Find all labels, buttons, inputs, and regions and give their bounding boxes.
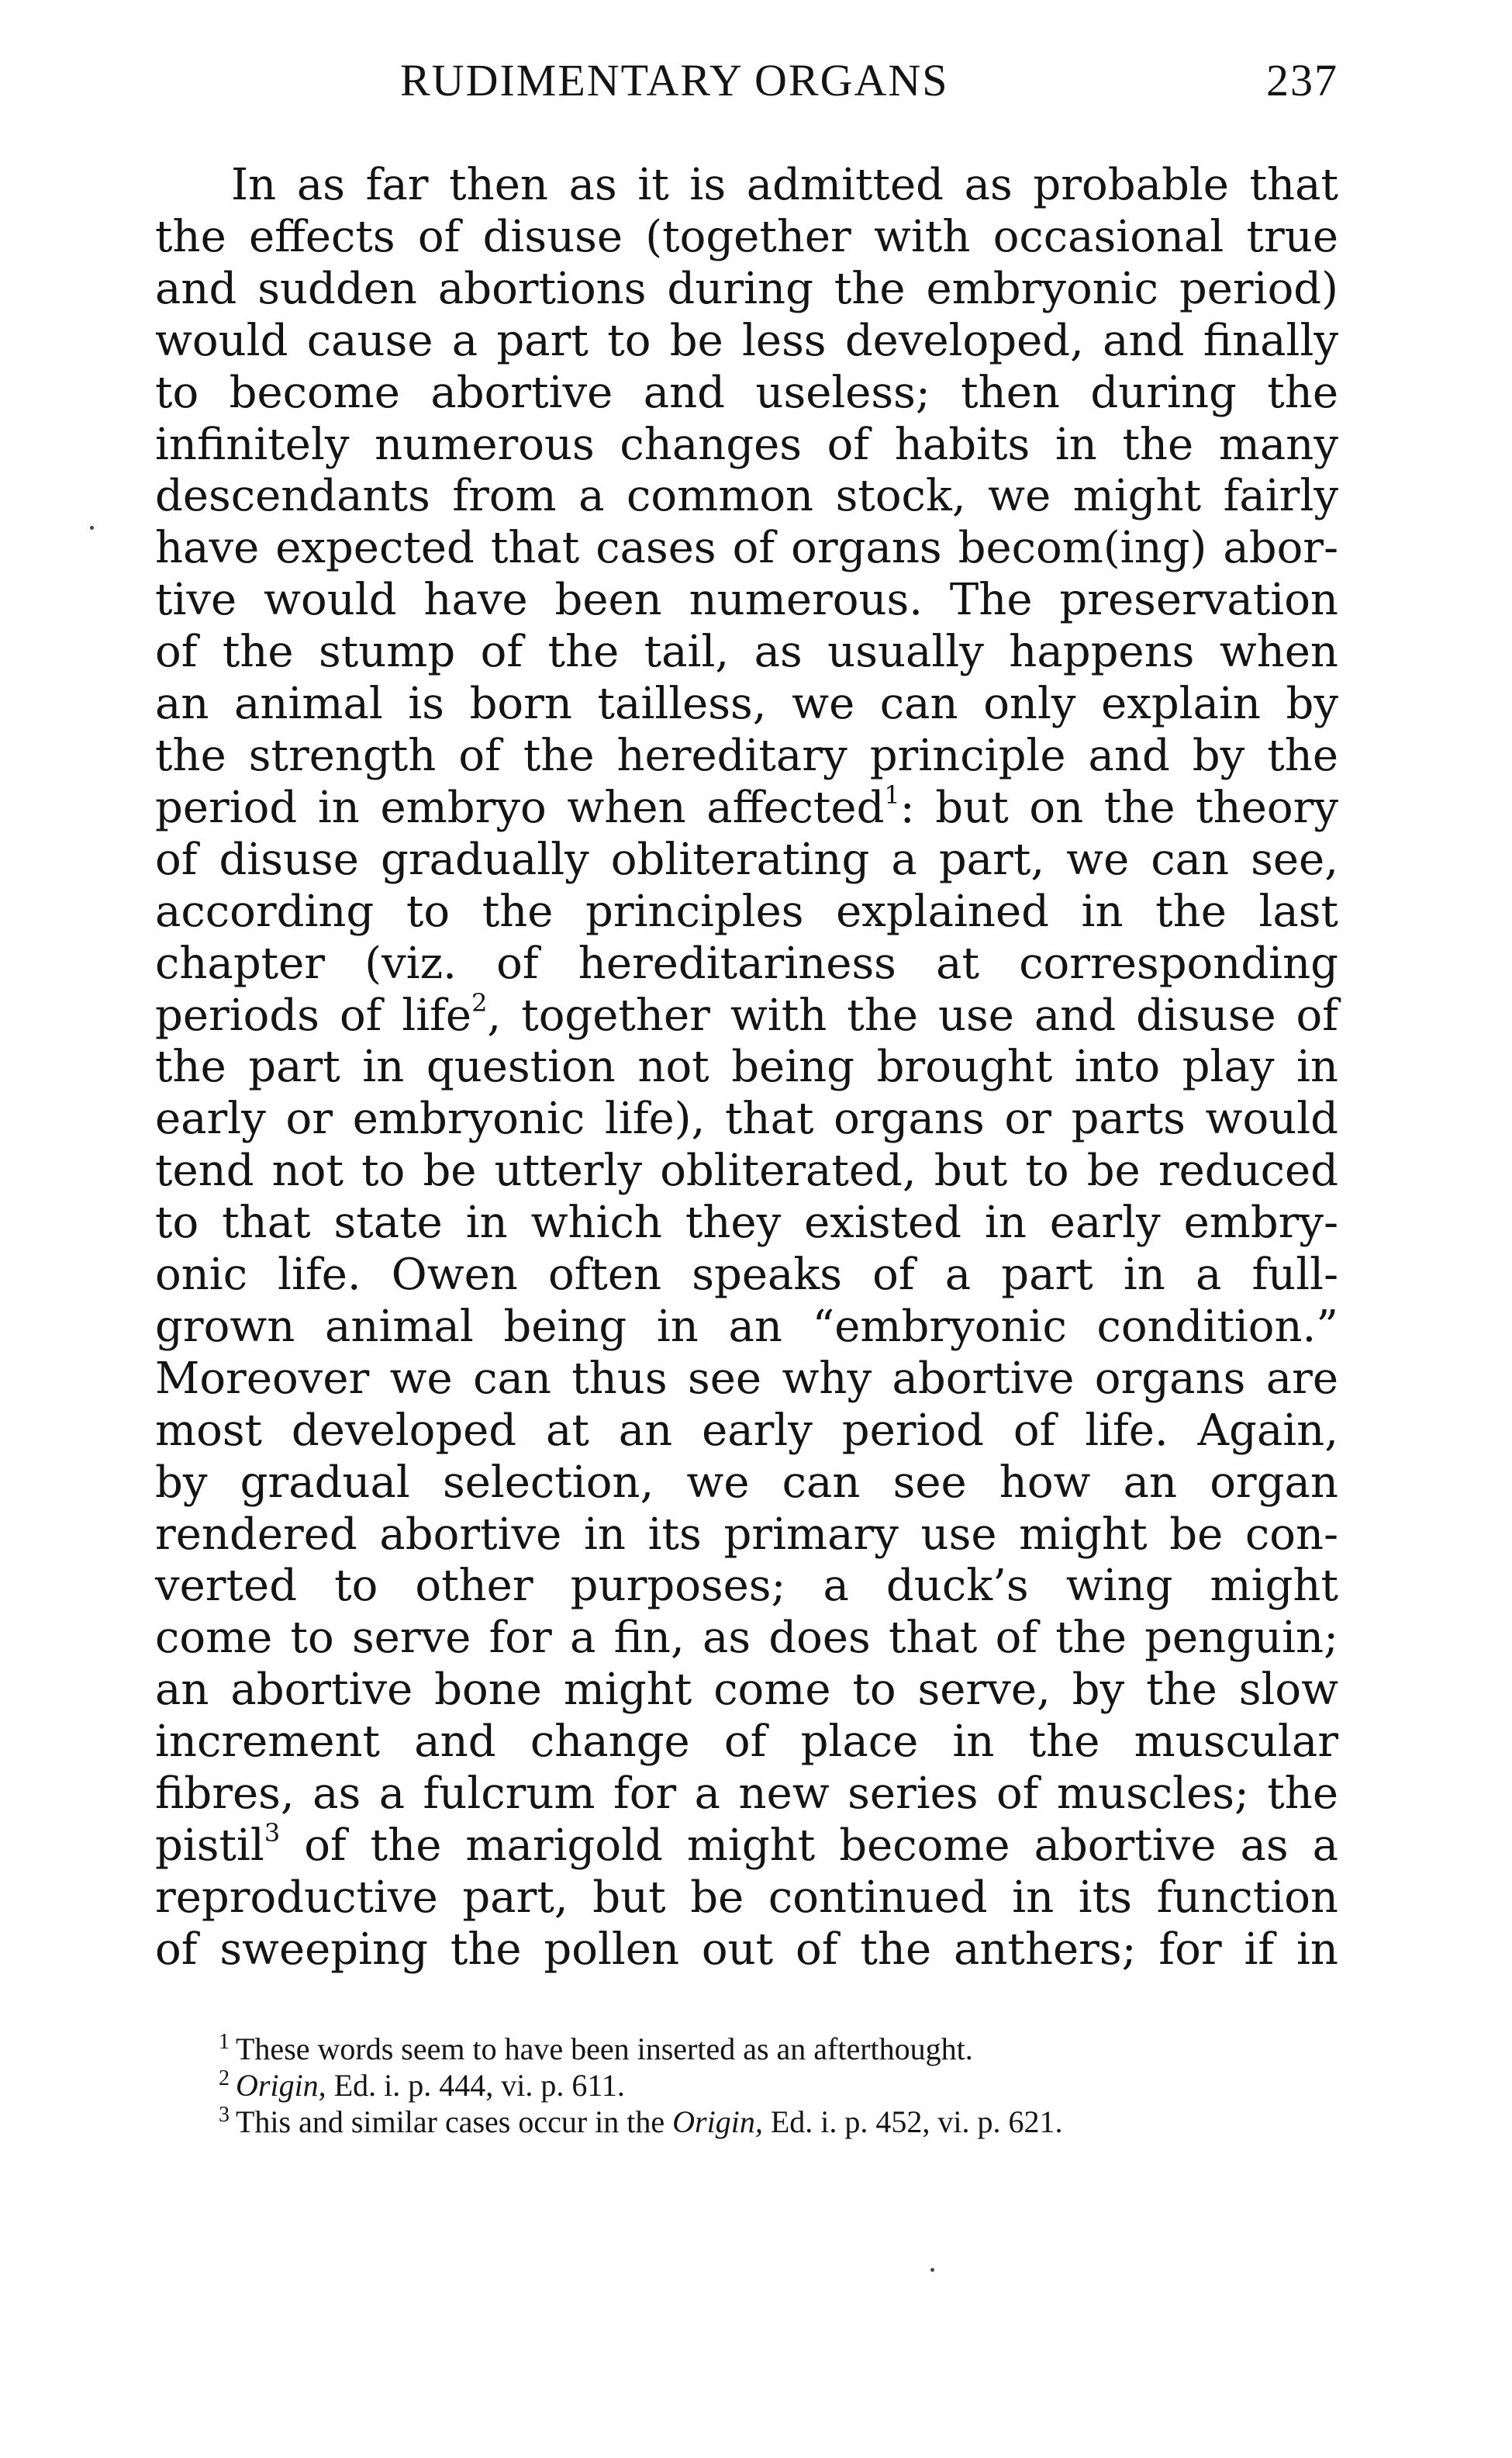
text-line: early or embryonic life), that organs or parts would xyxy=(155,1094,1338,1145)
running-title: RUDIMENTARY ORGANS xyxy=(400,55,949,105)
text-line-with-footnote xyxy=(155,987,1338,1042)
page-number: 237 xyxy=(1266,55,1338,105)
footnote-number: 3 xyxy=(219,2102,230,2127)
footnote-text: These words seem to have been inserted as an afterthought. xyxy=(236,2031,973,2066)
text-line: onic life. Owen often speaks of a part in a full- xyxy=(155,1250,1338,1301)
text-line: and sudden abortions during the embryonic period) xyxy=(155,263,1338,314)
line-continuation: of the marigold might become abortive as a xyxy=(280,1820,1338,1871)
footnote-text-lead: This and similar cases occur in the xyxy=(236,2104,673,2139)
text-line: of disuse gradually obliterating a part, we can see, xyxy=(155,834,1338,885)
text-line: to become abortive and useless; then during the xyxy=(155,367,1338,418)
text-line: of the stump of the tail, as usually happens when xyxy=(155,627,1338,678)
scan-speck xyxy=(90,526,94,530)
footnote-marker: 3 xyxy=(264,1818,281,1848)
line-continuation: , together with the use and disuse of xyxy=(487,990,1338,1041)
text-line: by gradual selection, we can see how an organ xyxy=(155,1457,1338,1508)
text-line-with-footnote xyxy=(155,780,1339,835)
text-line: an animal is born tailless, we can only explain by xyxy=(155,679,1338,730)
text-line: to that state in which they existed in early embry- xyxy=(155,1198,1338,1249)
text-line: increment and change of place in the muscular xyxy=(155,1716,1338,1768)
footnote-number: 1 xyxy=(219,2029,230,2054)
footnote-text: Ed. i. p. 452, vi. p. 621. xyxy=(762,2104,1063,2139)
footnote-citation: Origin, xyxy=(672,2104,763,2139)
body-text xyxy=(155,160,1338,1976)
text-line: descendants from a common stock, we might fairly xyxy=(155,471,1338,522)
footnote xyxy=(219,2104,1338,2140)
footnote-citation: Origin, xyxy=(236,2067,326,2103)
text-line: In as far then as it is admitted as probable that xyxy=(231,160,1338,210)
page xyxy=(155,47,1338,2140)
line-text: periods of life xyxy=(155,990,472,1041)
text-line: an abortive bone might come to serve, by the slow xyxy=(155,1665,1338,1716)
running-head xyxy=(155,47,1338,116)
footnote xyxy=(219,2031,1338,2067)
text-line: tend not to be utterly obliterated, but to be reduced xyxy=(155,1146,1338,1197)
text-line: Moreover we can thus see why abortive organs are xyxy=(155,1353,1338,1404)
text-line: would cause a part to be less developed, and finally xyxy=(155,315,1338,366)
text-line: infinitely numerous changes of habits in the many xyxy=(155,419,1338,470)
footnote-number: 2 xyxy=(219,2066,230,2090)
line-continuation: : but on the theory xyxy=(899,782,1339,833)
footnote-marker: 1 xyxy=(884,780,900,810)
text-line: grown animal being in an “embryonic condition.” xyxy=(155,1301,1338,1352)
text-line: most developed at an early period of life. Again, xyxy=(155,1405,1338,1456)
footnotes xyxy=(155,2031,1338,2140)
text-line: rendered abortive in its primary use might be con- xyxy=(155,1509,1338,1560)
text-line: of sweeping the pollen out of the anthers; for if in xyxy=(155,1924,1338,1975)
line-text: pistil xyxy=(155,1820,264,1871)
text-line: come to serve for a fin, as does that of the penguin; xyxy=(155,1613,1338,1664)
text-line: verted to other purposes; a duck’s wing might xyxy=(155,1561,1338,1612)
text-line: chapter (viz. of hereditariness at corresponding xyxy=(155,938,1338,989)
text-line: the part in question not being brought into play in xyxy=(155,1042,1338,1093)
text-line: the effects of disuse (together with occasional true xyxy=(155,211,1338,262)
text-line: according to the principles explained in the last xyxy=(155,886,1338,937)
text-line: tive would have been numerous. The preservation xyxy=(155,575,1338,626)
footnote-marker: 2 xyxy=(471,987,488,1018)
text-line: have expected that cases of organs becom(ing) abor- xyxy=(155,523,1338,574)
text-line-with-footnote xyxy=(155,1820,1338,1872)
text-line: the strength of the hereditary principle and by the xyxy=(155,730,1338,781)
footnote-text: Ed. i. p. 444, vi. p. 611. xyxy=(326,2067,625,2103)
scan-speck xyxy=(930,2268,934,2272)
footnote xyxy=(219,2067,1338,2104)
line-text: period in embryo when affected xyxy=(155,782,885,833)
text-line: fibres, as a fulcrum for a new series of muscles; the xyxy=(155,1768,1338,1820)
text-line: reproductive part, but be continued in its function xyxy=(155,1872,1338,1923)
